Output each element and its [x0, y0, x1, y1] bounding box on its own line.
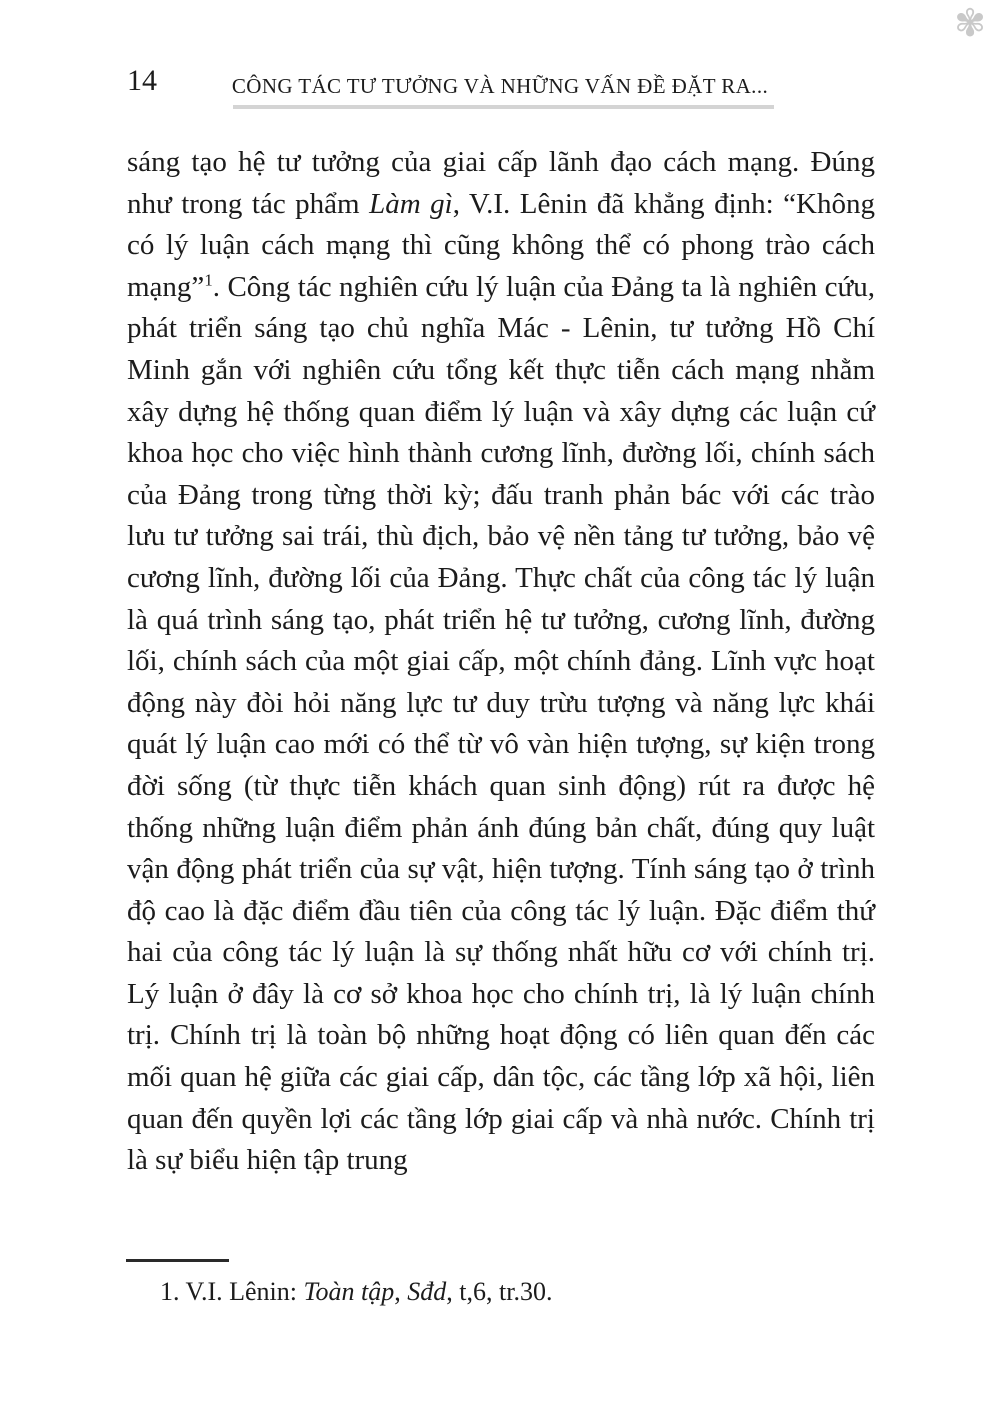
flower-ornament-icon: ✾: [954, 1, 986, 45]
page-number: 14: [127, 64, 157, 97]
body-text: [127, 142, 875, 1182]
footnote-reference-marker: 1: [204, 270, 213, 290]
footnote-segment: , t,6, tr.30.: [446, 1277, 553, 1306]
body-segment: . Công tác nghiên cứu lý luận của Đảng ta là nghiên cứu, phát triển sáng tạo chủ nghĩa Mác - Lênin, tư tưởng Hồ Chí Minh gắn với nghiên cứu tổng kết thực tiễn cách mạng nhằm xây dựng hệ thống quan điểm lý luận và xây dựng các luận cứ khoa học cho việc hình thành cương lĩnh, đường lối, chính sách của Đảng trong từng thời kỳ; đấu tranh phản bác với các trào lưu tư tưởng sai trái, thù địch, bảo vệ nền tảng tư tưởng, bảo vệ cương lĩnh, đường lối của Đảng. Thực chất của công tác lý luận là quá trình sáng tạo, phát triển hệ tư tưởng, cương lĩnh, đường lối, chính sách của một giai cấp, một chính đảng. Lĩnh vực hoạt động này đòi hỏi năng lực tư duy trừu tượng và năng lực khái quát lý luận cao mới có thể từ vô vàn hiện tượng, sự kiện trong đời sống (từ thực tiễn khách quan sinh động) rút ra được hệ thống những luận điểm phản ánh đúng bản chất, đúng quy luật vận động phát triển của sự vật, hiện tượng. Tính sáng tạo ở trình độ cao là đặc điểm đầu tiên của công tác lý luận. Đặc điểm thứ hai của công tác lý luận là sự thống nhất hữu cơ với chính trị. Lý luận ở đây là cơ sở khoa học cho chính trị, là lý luận chính trị. Chính trị là toàn bộ những hoạt động có liên quan đến các mối quan hệ giữa các giai cấp, dân tộc, các tầng lớp xã hội, liên quan đến quyền lợi các tầng lớp giai cấp và nhà nước. Chính trị là sự biểu hiện tập trung: [127, 270, 875, 1177]
footnote-segment-italic-sdd: Sđd: [407, 1277, 447, 1306]
body-segment-italic-work-title: Làm gì: [369, 187, 453, 220]
header-rule: [233, 105, 774, 109]
footnote: [127, 1275, 875, 1309]
footnote-segment-italic-work-title: Toàn tập: [303, 1277, 395, 1306]
body-segment: sáng tạo hệ tư tưởng của giai cấp lãnh đạo cách mạng. Đúng như trong tác phẩm: [127, 146, 875, 220]
body-segment: , V.I. Lênin đã khẳng định: “Không có lý luận cách mạng thì cũng không thể có phong trào cách mạng”: [127, 187, 875, 303]
running-title: CÔNG TÁC TƯ TƯỞNG VÀ NHỮNG VẤN ĐỀ ĐẶT RA...: [231, 74, 769, 98]
footnote-rule: [126, 1259, 229, 1262]
footnote-segment: ,: [394, 1277, 408, 1306]
paragraph: [127, 142, 875, 1182]
footnote-segment: 1. V.I. Lênin:: [160, 1277, 304, 1306]
